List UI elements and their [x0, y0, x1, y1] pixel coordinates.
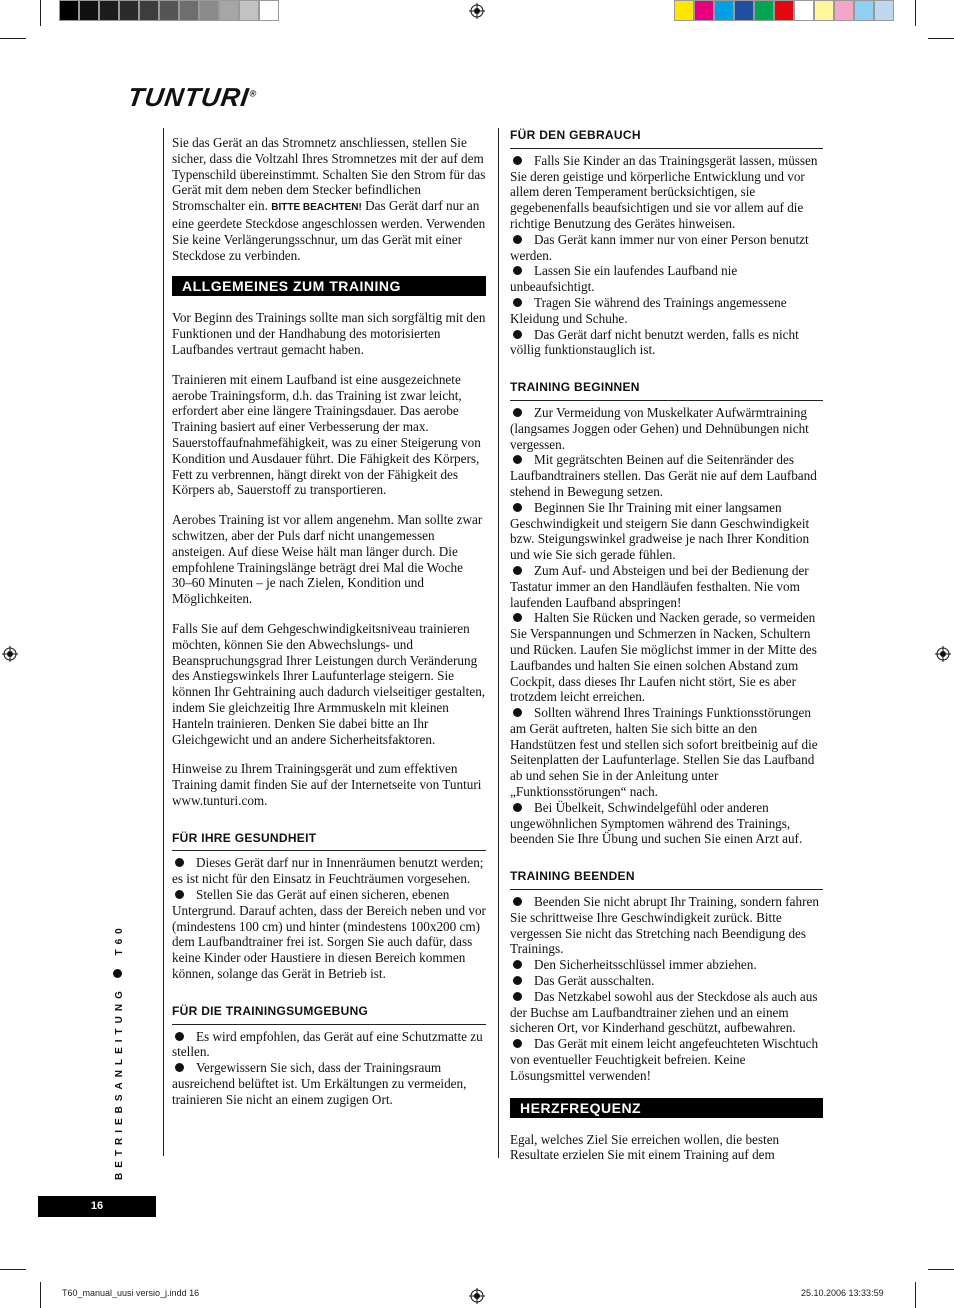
list-item: Sollten während Ihres Trainings Funktionsstörungen am Gerät auftreten, halten Sie sich bitte an den Handstützen fest und stellen sich sofort breitbeinig auf die Seitenplatten der Laufunterlage. Stellen Sie das Laufband ab und sehen Sie in der Anleitung unter „Funktionsstörungen“ nach.	[510, 705, 818, 800]
paragraph: Egal, welches Ziel Sie erreichen wollen, die besten Resultate erzielen Sie mit einem Training auf dem	[510, 1131, 780, 1163]
list-item: Das Gerät mit einem leicht angefeuchteten Wischtuch von eventueller Feuchtigkeit befreien. Keine Lösungsmittel verwenden!	[510, 1036, 819, 1083]
list-item: Das Gerät darf nicht benutzt werden, falls es nicht völlig funktionstauglich ist.	[510, 326, 799, 358]
paragraph: Hinweise zu Ihrem Trainingsgerät und zum effektiven Training damit finden Sie auf der Internetseite von Tunturi www.tunturi.com.	[172, 761, 482, 808]
color-swatch	[834, 0, 854, 21]
footer-filename: T60_manual_uusi versio_j.indd 16	[62, 1288, 200, 1298]
doc-type-label: BETRIEBSANLEITUNG	[114, 986, 125, 1180]
model-label: T60	[114, 923, 125, 956]
color-swatch	[674, 0, 694, 21]
subheading-training-start: TRAINING BEGINNEN	[510, 380, 823, 401]
color-swatch	[119, 0, 139, 21]
crop-mark	[928, 38, 954, 39]
color-swatch	[694, 0, 714, 21]
list-item: Es wird empfohlen, das Gerät auf eine Schutzmatte zu stellen.	[172, 1028, 483, 1060]
bullet-icon	[113, 969, 122, 978]
bullet-icon	[175, 1063, 184, 1072]
list-item: Vergewissern Sie sich, dass der Trainingsraum ausreichend belüftet ist. Um Erkältungen zu vermeiden, trainieren Sie nicht an einem zugigen Ort.	[172, 1060, 467, 1107]
bullet-icon	[513, 298, 522, 307]
color-swatch	[99, 0, 119, 21]
brand-name: TUNTURI	[125, 82, 252, 112]
bullet-icon	[513, 897, 522, 906]
bullet-icon	[513, 503, 522, 512]
brand-logo	[126, 82, 259, 113]
list-item: Zum Auf- und Absteigen und bei der Bedienung der Tastatur immer an den Handläufen festhalten. Nie vom laufenden Laufband abspringen!	[510, 562, 809, 610]
note-label: BITTE BEACHTEN!	[271, 202, 362, 214]
intro-text: Sie das Gerät an das Stromnetz anschliessen, stellen Sie sicher, dass die Voltzahl Ihres Stromnetzes mit der auf dem Typenschild übereinstimmt. Schalten Sie den Strom für das Gerät mit dem neben dem Stecker befindlichen Stromschalter ein.	[172, 135, 486, 214]
color-swatch	[79, 0, 99, 21]
environment-list	[172, 1029, 486, 1108]
registration-mark-icon	[469, 3, 485, 19]
list-item: Das Gerät kann immer nur von einer Person benutzt werden.	[510, 231, 809, 263]
crop-mark	[915, 1282, 916, 1308]
list-item: Den Sicherheitsschlüssel immer abziehen.	[510, 957, 823, 973]
training-end-list	[510, 894, 823, 1084]
paragraph: Falls Sie auf dem Gehgeschwindigkeitsniveau trainieren möchten, können Sie den Abwechslungs- und Beanspruchungsgrad Ihrer Leistungen durch Veränderung des Anstiegswinkels Ihrer Laufunterlage steigern. Sie können Ihr Gehtraining auch dadurch vielseitiger gestalten, indem Sie gleichzeitig Ihre Armmuskeln mit kleinen Hanteln trainieren. Denken Sie dabei bitte an Ihr Gleichgewicht und an andere Sicherheitsfaktoren.	[172, 620, 486, 747]
list-item: Beenden Sie nicht abrupt Ihr Training, sondern fahren Sie schrittweise Ihre Geschwindigkeit zurück. Bitte vergessen Sie nicht das Stretching nach Beendigung des Trainings.	[510, 894, 819, 957]
intro-paragraph	[172, 135, 486, 263]
list-item: Lassen Sie ein laufendes Laufband nie unbeaufsichtigt.	[510, 263, 738, 295]
color-swatch	[199, 0, 219, 21]
bullet-icon	[513, 235, 522, 244]
list-item: Dieses Gerät darf nur in Innenräumen benutzt werden; es ist nicht für den Einsatz in Feuchträumen vorgesehen.	[172, 855, 484, 887]
bullet-icon	[513, 266, 522, 275]
registration-mark-icon	[935, 646, 951, 662]
subheading-use: FÜR DEN GEBRAUCH	[510, 128, 823, 149]
page-number: 16	[38, 1196, 156, 1217]
bullet-icon	[513, 1039, 522, 1048]
color-swatch	[239, 0, 259, 21]
color-swatch	[59, 0, 79, 21]
paragraph: Vor Beginn des Trainings sollte man sich sorgfältig mit den Funktionen und der Handhabung des motorisierten Laufbandes vertraut gemacht haben.	[172, 310, 486, 357]
crop-mark	[0, 1269, 26, 1270]
bullet-icon	[513, 566, 522, 575]
registered-mark: ®	[248, 88, 259, 99]
list-item: Beginnen Sie Ihr Training mit einer langsamen Geschwindigkeit und steigern Sie dann Geschwindigkeit bzw. Steigungswinkel gradweise je nach Ihrer Kondition und wie Sie sich gerade fühlen.	[510, 499, 810, 563]
vertical-doc-label	[113, 923, 125, 1180]
color-swatch	[714, 0, 734, 21]
training-start-list	[510, 405, 823, 847]
list-item: Das Gerät ausschalten.	[510, 973, 823, 989]
intro-rest-text: Das Gerät darf nur an eine geerdete Steckdose angeschlossen werden. Verwenden Sie keine Verlängerungsschnur, um das Gerät mit einer Steckdose zu verbinden.	[172, 198, 486, 263]
section-heading-heart-rate: HERZFREQUENZ	[510, 1098, 823, 1118]
color-swatch	[259, 0, 279, 21]
subheading-health: FÜR IHRE GESUNDHEIT	[172, 831, 486, 852]
bullet-icon	[513, 613, 522, 622]
subheading-environment: FÜR DIE TRAININGSUMGEBUNG	[172, 1004, 486, 1025]
bullet-icon	[513, 992, 522, 1001]
list-item: Tragen Sie während des Trainings angemessene Kleidung und Schuhe.	[510, 294, 787, 326]
left-column	[172, 135, 486, 1108]
color-swatch	[754, 0, 774, 21]
list-item: Falls Sie Kinder an das Trainingsgerät lassen, müssen Sie deren geistige und körperliche Entwicklung und vor allem deren Temperament berücksichtigen, sie gegebenenfalls beaufsichtigen und sie vor allem auf die richtige Benutzung des Gerätes hinweisen.	[510, 152, 818, 231]
registration-mark-icon	[469, 1288, 485, 1304]
use-list	[510, 153, 823, 358]
color-swatch	[814, 0, 834, 21]
bullet-icon	[175, 858, 184, 867]
crop-mark	[40, 0, 41, 26]
list-item: Zur Vermeidung von Muskelkater Aufwärmtraining (langsames Joggen oder Gehen) und Dehnübungen nicht vergessen.	[510, 404, 809, 452]
color-swatch	[854, 0, 874, 21]
color-swatch	[219, 0, 239, 21]
paragraph: Aerobes Training ist vor allem angenehm. Man sollte zwar schwitzen, aber der Puls darf nicht unangemessen ansteigen. Auf diese Weise hält man länger durch. Die empfohlene Trainingslänge beträgt drei Mal die Woche 30–60 Minuten – je nach Zielen, Kondition und Möglichkeiten.	[172, 512, 483, 607]
subheading-training-end: TRAINING BEENDEN	[510, 869, 823, 890]
list-item: Bei Übelkeit, Schwindelgefühl oder anderen ungewöhnlichen Symptomen während des Trainings, beenden Sie Ihre Übung und suchen Sie einen Arzt auf.	[510, 799, 803, 847]
list-item: Halten Sie Rücken und Nacken gerade, so vermeiden Sie Verspannungen und Schmerzen in Nacken, Schultern und Rücken. Laufen Sie möglichst immer in der Mitte des Laufbandes und halten Sie einen solchen Abstand zum Cockpit, dass dieses Ihr Laufen nicht stört, Sie es aber trotzdem leicht erreichen.	[510, 610, 817, 705]
right-column	[510, 128, 823, 1163]
color-swatch	[774, 0, 794, 21]
bullet-icon	[513, 960, 522, 969]
list-item: Mit gegrätschten Beinen auf die Seitenränder des Laufbandtrainers stellen. Das Gerät nie auf dem Laufband stehend in Bewegung setzen.	[510, 452, 817, 499]
bullet-icon	[513, 408, 522, 417]
health-list	[172, 855, 486, 981]
bullet-icon	[513, 976, 522, 985]
color-swatch	[734, 0, 754, 21]
crop-mark	[915, 0, 916, 26]
color-swatch	[794, 0, 814, 21]
bullet-icon	[175, 1032, 184, 1041]
bullet-icon	[513, 156, 522, 165]
section-heading-training: ALLGEMEINES ZUM TRAINING	[172, 276, 486, 296]
column-rule-left	[163, 128, 164, 1156]
crop-mark	[0, 38, 26, 39]
column-rule-middle	[498, 128, 499, 1158]
color-swatch	[874, 0, 894, 21]
paragraph: Trainieren mit einem Laufband ist eine ausgezeichnete aerobe Trainingsform, d.h. das Training ist zwar leicht, erfordert aber eine längere Trainingsdauer. Das aerobe Training basiert auf einer Verbesserung der max. Sauerstoffaufnahmefähigkeit, was zu einer Steigerung von Kondition und Ausdauer führt. Die Fähigkeit des Körpers, Fett zu verbrennen, hängt direkt von der Fähigkeit des Körpers ab, Sauerstoff zu transportieren.	[172, 371, 481, 498]
crop-mark	[40, 1282, 41, 1308]
registration-mark-icon	[2, 646, 18, 662]
bullet-icon	[513, 803, 522, 812]
bullet-icon	[513, 455, 522, 464]
list-item: Stellen Sie das Gerät auf einen sicheren, ebenen Untergrund. Darauf achten, dass der Bereich neben und vor (mindestens 100 cm) und hinter (mindestens 100x200 cm) dem Laufbandtrainer frei ist. Sorgen Sie auch dafür, dass keine Kinder oder Haustiere in diesen Bereich kommen können, solange das Gerät in Betrieb ist.	[172, 887, 486, 982]
color-swatch	[139, 0, 159, 21]
bullet-icon	[513, 330, 522, 339]
color-swatch	[179, 0, 199, 21]
footer-timestamp: 25.10.2006 13:33:59	[801, 1288, 884, 1298]
bullet-icon	[175, 890, 184, 899]
list-item: Das Netzkabel sowohl aus der Steckdose als auch aus der Buchse am Laufbandtrainer ziehen und an einem sicheren Ort, vor Kinderhand geschützt, aufbewahren.	[510, 988, 818, 1036]
crop-mark	[928, 1269, 954, 1270]
color-swatch	[159, 0, 179, 21]
bullet-icon	[513, 708, 522, 717]
